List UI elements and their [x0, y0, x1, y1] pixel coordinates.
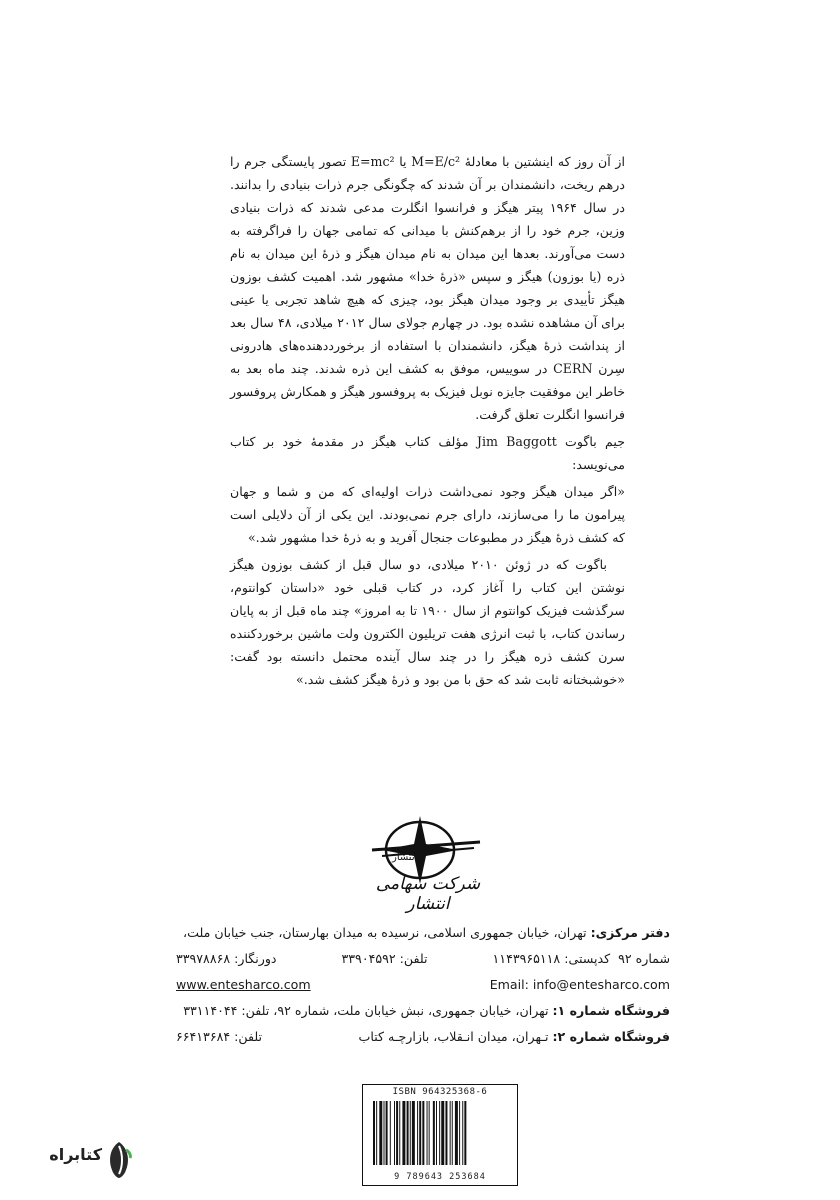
phone-number: تلفن: ۳۳۹۰۴۵۹۲ [341, 951, 428, 966]
isbn-barcode [362, 1084, 518, 1186]
paragraph-intro: از آن روز که اینشتین با معادلهٔ M=E/c² یا E=mc² تصور پایستگی جرم را درهم ریخت، دانشمندان بر آن شدند که چگونگی جرم ذرات بنیادی را بدانند. در سال ۱۹۶۴ پیتر هیگز و فرانسوا انگلرت مدعی شدند که ذرات بنیادی وزین، جرم خود را از برهم‌کنش با میدانی که تمامی جهان را فراگرفته به دست می‌آورند. بعدها این میدان به نام میدان هیگز و ذرهٔ این میدان به نام ذره (یا بوزون) هیگز و سپس «ذرهٔ خدا» مشهور شد. اهمیت کشف بوزون هیگز تأییدی بر وجود میدان هیگز بود، چیزی که هیچ شاهد تجربی یا عینی برای آن مشاهده نشده بود. در چهارم جولای سال ۲۰۱۲ میلادی، ۴۸ سال بعد از پنداشت ذرهٔ هیگز، دانشمندان با استفاده از برخورددهنده‌های هادرونی سِرن CERN در سوییس، موفق به کشف این ذره شدند. چند ماه بعد به خاطر این موفقیت جایزه نوبل فیزیک به پروفسور هیگز و همکارش پروفسور فرانسوا انگلرت تعلق گرفت. [230, 154, 625, 422]
store-2-label: فروشگاه شماره ۲: [552, 1029, 670, 1044]
barcode-bars [373, 1101, 507, 1165]
email-address[interactable]: Email: info@entesharco.com [489, 977, 670, 992]
store-2-row [176, 1024, 670, 1050]
publisher-name: شرکت سهامی انتشار [375, 874, 481, 914]
synopsis-text [230, 150, 625, 695]
barcode-digits: 9 789643 253684 [394, 1172, 486, 1182]
web-row [176, 972, 670, 998]
website-link[interactable]: www.entesharco.com [176, 977, 311, 992]
postal-code: کدپستی: ۱۱۴۳۹۶۵۱۱۸ [492, 951, 611, 966]
store-1-address: تهران، خیابان جمهوری، نبش خیابان ملت، شماره ۹۲، تلفن: ۳۳۱۱۴۰۴۴ [183, 1003, 549, 1018]
building-number: شماره ۹۲ [618, 951, 670, 966]
head-office-address: تهران، خیابان جمهوری اسلامی، نرسیده به میدان بهارستان، جنب خیابان ملت، [183, 925, 587, 940]
paragraph-quote: «اگر میدان هیگز وجود نمی‌داشت ذرات اولیه‌ای که من و شما و جهان پیرامون ما را می‌سازند، دارای جرم نمی‌بودند. این یکی از آن دلایلی است که کشف ذرهٔ هیگز در مطبوعات جنجال آفرید و به ذرهٔ خدا مشهور شد.» [230, 484, 625, 545]
store-1-label: فروشگاه شماره ۱: [552, 1003, 670, 1018]
paragraph-baggott: باگوت که در ژوئن ۲۰۱۰ میلادی، دو سال قبل از کشف بوزون هیگز نوشتن این کتاب را آغاز کرد، در کتاب قبلی خود «داستان کوانتوم، سرگذشت فیزیک کوانتوم از سال ۱۹۰۰ تا به امروز» چند ماه قبل از به پایان رساندن کتاب، با ثبت انرژی هفت تریلیون الکترون ولت ماشین برخوردکننده سرن کشف ذره هیگز را در چند سال آینده محتمل دانسته بود گفت: «خوشبختانه ثابت شد که حق با من بود و ذرهٔ هیگز کشف شد.» [230, 557, 625, 687]
paragraph-author-note: جیم باگوت Jim Baggott مؤلف کتاب هیگز در مقدمهٔ خود بر کتاب می‌نویسد: [230, 434, 625, 472]
head-office-row [176, 920, 670, 946]
store-2-phone: تلفن: ۶۶۴۱۳۶۸۴ [176, 1029, 263, 1044]
store-1-row [176, 998, 670, 1024]
ketabrah-watermark [49, 1138, 130, 1184]
publisher-contact [176, 920, 670, 1050]
watermark-text: کتابراه [49, 1145, 102, 1164]
store-2-address: تـهران، میدان انـقلاب، بازارچـه کتاب [358, 1029, 549, 1044]
isbn-label: ISBN 964325368-6 [392, 1087, 488, 1097]
ketabrah-leaf-icon [106, 1140, 132, 1180]
head-office-label: دفتر مرکزی: [590, 925, 670, 940]
fax-number: دورنگار: ۳۳۹۷۸۸۶۸ [176, 951, 277, 966]
svg-text:انتشار: انتشار [392, 852, 418, 863]
codes-row [176, 946, 670, 972]
